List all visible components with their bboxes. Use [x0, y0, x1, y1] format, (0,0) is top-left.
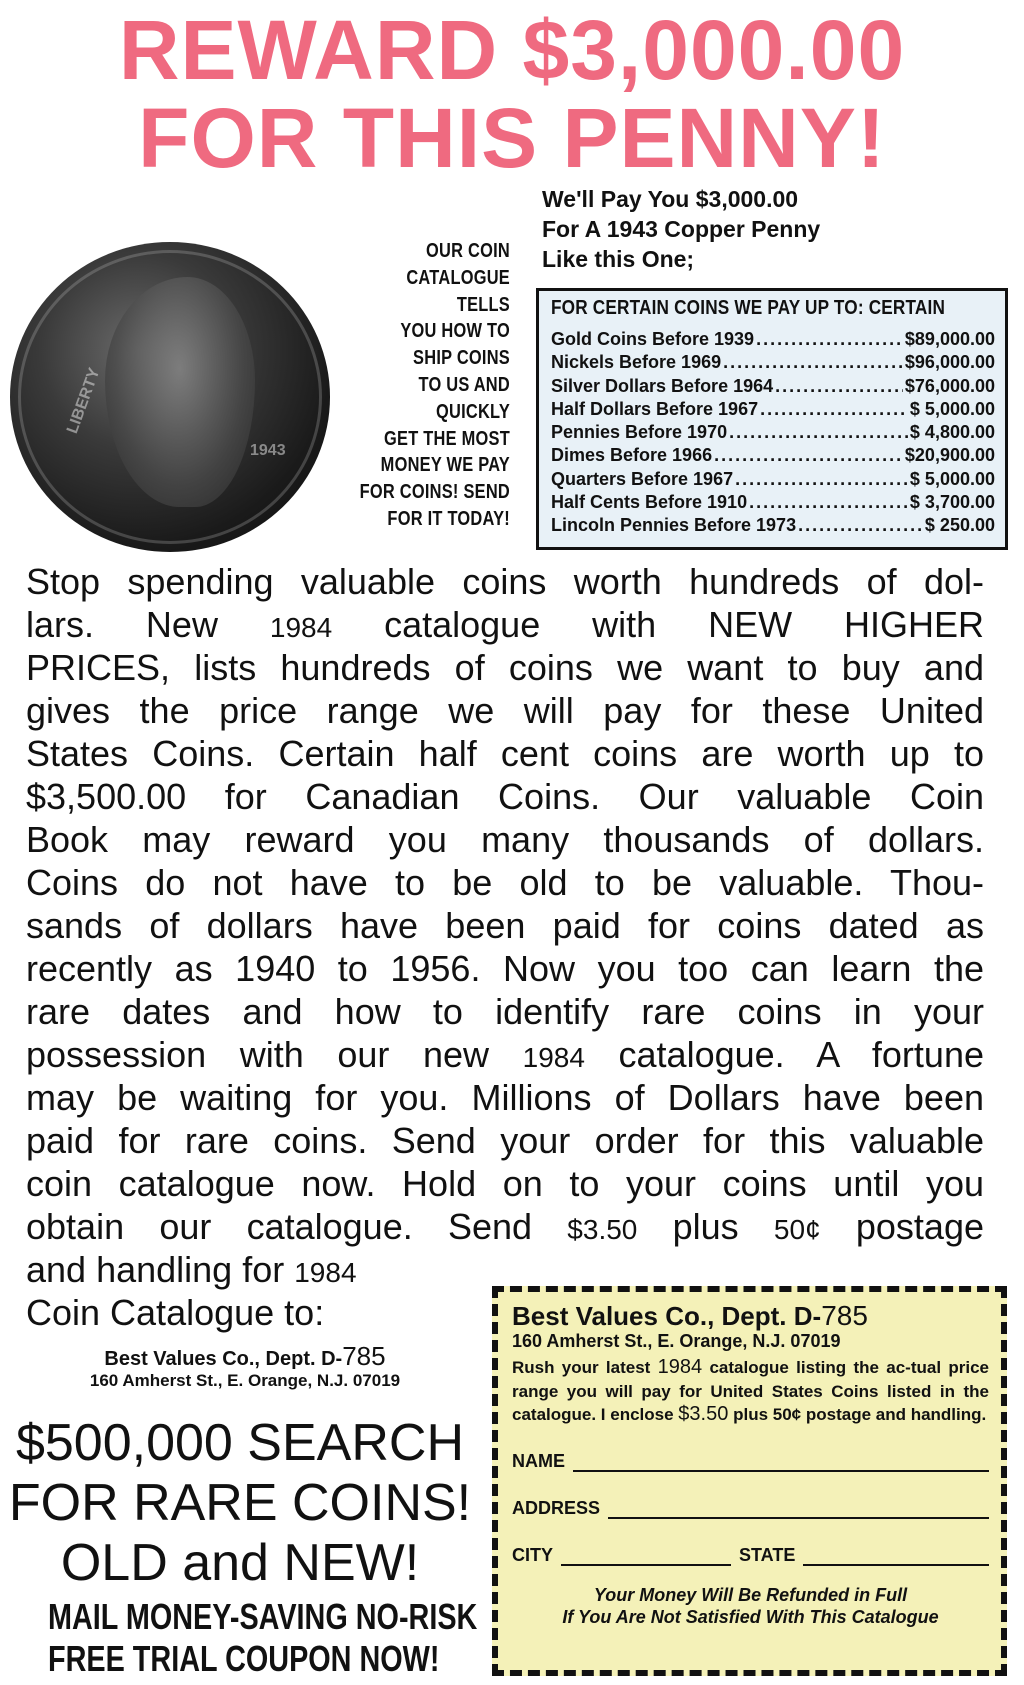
- side-text-line: OUR COIN: [426, 240, 510, 262]
- body-line: paid for rare coins. Send your order for this valuable: [26, 1120, 984, 1161]
- body-line: gives the price range we will pay for these United: [26, 690, 984, 731]
- body-text: obtain our catalogue. Send: [26, 1206, 533, 1247]
- headline-line-1: REWARD $3,000.00: [118, 3, 906, 97]
- side-text-line: YOU HOW TO: [400, 320, 510, 343]
- company-name: Best Values Co., Dept. D-: [104, 1348, 343, 1370]
- body-line: [26, 1205, 984, 1248]
- side-text-line: MONEY WE PAY: [380, 454, 510, 477]
- body-line: recently as 1940 to 1956. Now you too can learn the: [26, 948, 984, 989]
- coupon-text: Rush your latest: [512, 1358, 651, 1377]
- body-line: Stop spending valuable coins worth hundreds of dol-: [26, 561, 984, 602]
- coupon-year: 1984: [657, 1356, 703, 1378]
- catalogue-side-text: [353, 238, 510, 533]
- dot-leader: [760, 398, 908, 421]
- price-row-name: Half Dollars Before 1967: [551, 398, 759, 419]
- mail-line-1: MAIL MONEY-SAVING NO-RISK: [48, 1596, 478, 1637]
- body-line: [26, 1248, 984, 1291]
- refund-line: Your Money Will Be Refunded in Full: [593, 1584, 908, 1605]
- price-table: [536, 288, 1008, 550]
- postage-amount: 50¢: [773, 1214, 821, 1245]
- price-row: [551, 444, 995, 467]
- well-pay-line: For A 1943 Copper Penny: [542, 216, 821, 242]
- dot-leader: [775, 375, 903, 398]
- price-row: [551, 375, 995, 398]
- coupon-street: 160 Amherst St., E. Orange, N.J. 07019: [512, 1331, 841, 1351]
- price-row-name: Lincoln Pennies Before 1973: [551, 515, 797, 536]
- refund-guarantee: [512, 1584, 989, 1628]
- price-row: [551, 398, 995, 421]
- body-text: lars. New: [26, 604, 218, 645]
- name-input-line[interactable]: [573, 1454, 989, 1472]
- city-label: CITY: [512, 1544, 554, 1565]
- price-row: [551, 491, 995, 514]
- order-coupon[interactable]: [492, 1286, 1007, 1676]
- promo-line-3: OLD and NEW!: [60, 1534, 420, 1592]
- price-row-price: $76,000.00: [904, 375, 995, 396]
- coin-liberty-text: LIBERTY: [64, 365, 104, 436]
- price-table-header: FOR CERTAIN COINS WE PAY UP TO: CERTAIN: [551, 297, 946, 319]
- price-row-name: Silver Dollars Before 1964: [551, 375, 774, 396]
- coupon-dept-number: 785: [821, 1300, 868, 1331]
- price-row-name: Nickels Before 1969: [551, 352, 722, 373]
- price-row-name: Half Cents Before 1910: [551, 492, 748, 513]
- address-input-line[interactable]: [608, 1501, 989, 1519]
- city-state-field[interactable]: [512, 1545, 989, 1566]
- body-text: and handling for: [26, 1249, 285, 1290]
- body-line: rare dates and how to identify rare coins in your: [26, 991, 984, 1032]
- dot-leader: [798, 514, 923, 537]
- price-row-name: Gold Coins Before 1939: [551, 329, 755, 349]
- body-line: PRICES, lists hundreds of coins we want to buy and: [26, 647, 984, 688]
- catalogue-year: 1984: [522, 1042, 585, 1073]
- dept-number: 785: [342, 1341, 386, 1371]
- side-text-line: FOR IT TODAY!: [387, 507, 510, 530]
- body-line: $3,500.00 for Canadian Coins. Our valuable Coin: [26, 776, 984, 817]
- coupon-company: [512, 1302, 989, 1330]
- name-label: NAME: [512, 1450, 565, 1471]
- coupon-amount: $3.50: [678, 1403, 729, 1425]
- body-text: catalogue with NEW HIGHER: [384, 604, 984, 645]
- catalogue-year: 1984: [294, 1257, 357, 1288]
- price-row-price: $ 5,000.00: [909, 398, 995, 419]
- mail-line-2: FREE TRIAL COUPON NOW!: [48, 1638, 440, 1679]
- address-field[interactable]: [512, 1498, 989, 1519]
- price-row-name: Pennies Before 1970: [551, 422, 728, 443]
- refund-line: If You Are Not Satisfied With This Catalogue: [562, 1606, 939, 1627]
- dot-leader: [729, 421, 908, 444]
- side-text-line: FOR COINS! SEND: [359, 481, 510, 504]
- side-text-line: CATALOGUE TELLS: [406, 266, 510, 316]
- dot-leader: [749, 491, 908, 514]
- name-field[interactable]: [512, 1451, 989, 1472]
- coupon-body: [512, 1356, 989, 1427]
- well-pay-line: Like this One;: [542, 246, 695, 272]
- body-line: may be waiting for you. Millions of Dollars have been: [26, 1077, 984, 1118]
- city-input-line[interactable]: [561, 1548, 731, 1566]
- side-text-line: QUICKLY: [435, 400, 510, 423]
- coin-year: 1943: [250, 442, 286, 459]
- price-row-price: $ 3,700.00: [909, 492, 995, 513]
- price-amount: $3.50: [567, 1214, 638, 1245]
- dot-leader: [735, 468, 908, 491]
- coupon-text: catalogue listing the ac-tual price range you will pay for United States Coins listed in the catalogue. I enclose: [512, 1358, 989, 1424]
- coupon-text: plus 50¢ postage and handling.: [733, 1405, 987, 1424]
- body-line: Book may reward you many thousands of dollars.: [26, 819, 984, 860]
- price-row: [551, 514, 995, 537]
- dot-leader: [714, 444, 903, 467]
- state-label: STATE: [739, 1544, 796, 1565]
- well-pay-line: We'll Pay You $3,000.00: [542, 186, 799, 212]
- body-line: coin catalogue now. Hold on to your coins until you: [26, 1163, 984, 1204]
- order-street: 160 Amherst St., E. Orange, N.J. 07019: [89, 1371, 401, 1390]
- price-row: [551, 468, 995, 491]
- side-text-line: GET THE MOST: [384, 427, 510, 450]
- promo-line-1: $500,000 SEARCH: [15, 1414, 465, 1472]
- price-row: [551, 421, 995, 444]
- price-row-name: Quarters Before 1967: [551, 468, 734, 489]
- order-company: [20, 1341, 470, 1371]
- coupon-company-name: Best Values Co., Dept. D-: [512, 1301, 822, 1331]
- body-text: catalogue. A fortune: [618, 1034, 984, 1075]
- promo-line-2: FOR RARE COINS!: [8, 1474, 472, 1532]
- body-text: postage: [855, 1206, 984, 1247]
- body-line: States Coins. Certain half cent coins are worth up to: [26, 733, 984, 774]
- price-row-price: $96,000.00: [904, 352, 995, 373]
- price-row-price: $ 250.00: [924, 515, 995, 536]
- body-line: [26, 603, 984, 646]
- body-text: possession with our new: [26, 1034, 490, 1075]
- address-label: ADDRESS: [512, 1497, 601, 1518]
- dot-leader: [756, 328, 903, 351]
- catalogue-year: 1984: [269, 612, 333, 643]
- price-row-price: $ 4,800.00: [909, 422, 995, 443]
- price-row-name: Dimes Before 1966: [551, 445, 713, 466]
- state-input-line[interactable]: [803, 1548, 989, 1566]
- price-row-price: $89,000.00: [904, 329, 995, 349]
- body-line: Coins do not have to be old to be valuable. Thou-: [26, 862, 984, 903]
- price-row: [551, 328, 995, 351]
- body-line: [26, 1033, 984, 1076]
- order-address: [20, 1341, 470, 1392]
- side-text-line: SHIP COINS: [413, 347, 510, 370]
- price-row-price: $ 5,000.00: [909, 468, 995, 489]
- side-text-line: TO US AND: [418, 373, 510, 396]
- headline-line-2: FOR THIS PENNY!: [138, 91, 886, 185]
- body-line: sands of dollars have been paid for coins dated as: [26, 905, 984, 946]
- price-row-price: $20,900.00: [904, 445, 995, 466]
- lincoln-penny-image: [10, 242, 330, 552]
- price-row: [551, 351, 995, 374]
- body-text: plus: [672, 1206, 739, 1247]
- body-line: Coin Catalogue to:: [26, 1292, 325, 1333]
- dot-leader: [723, 351, 903, 374]
- well-pay-text: [542, 184, 962, 274]
- body-copy: [26, 560, 984, 1334]
